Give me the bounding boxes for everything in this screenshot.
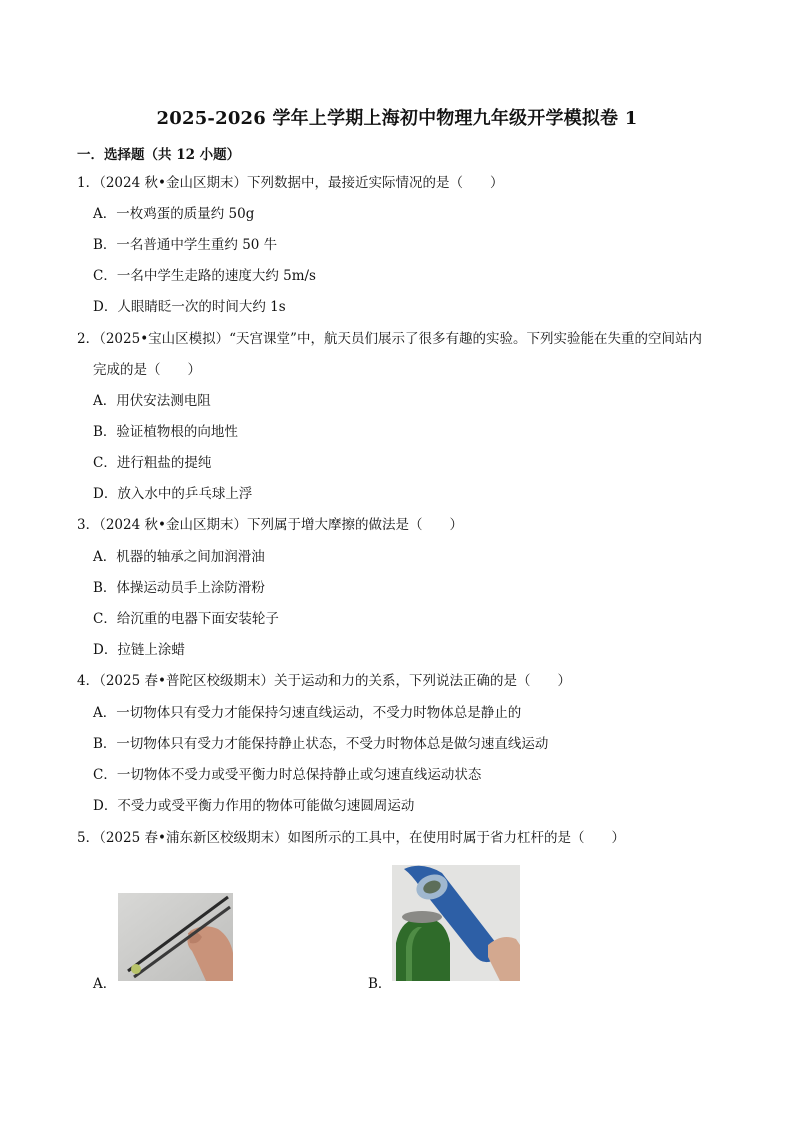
question-1-option-b: B．一名普通中学生重约 50 牛 (93, 237, 278, 253)
figure-b-label: B． (368, 976, 392, 992)
question-5-stem: 5．（2025 春•浦东新区校级期末）如图所示的工具中，在使用时属于省力杠杆的是（ ） (77, 830, 625, 846)
bottle-opener-photo-icon (392, 865, 520, 981)
chopsticks-photo-icon (118, 893, 233, 981)
page-title: 2025-2026 学年上学期上海初中物理九年级开学模拟卷 1 (156, 108, 638, 129)
question-1-stem: 1．（2024 秋•金山区期末）下列数据中，最接近实际情况的是（ ） (77, 175, 504, 191)
question-2-option-a: A．用伏安法测电阻 (93, 393, 211, 409)
question-1-option-a: A．一枚鸡蛋的质量约 50g (93, 206, 255, 222)
question-3-option-a: A．机器的轴承之间加润滑油 (93, 549, 265, 565)
question-2-option-b: B．验证植物根的向地性 (93, 424, 238, 440)
question-4-option-b: B．一切物体只有受力才能保持静止状态，不受力时物体总是做匀速直线运动 (93, 736, 549, 752)
question-3-stem: 3．（2024 秋•金山区期末）下列属于增大摩擦的做法是（ ） (77, 517, 463, 533)
question-4-option-a: A．一切物体只有受力才能保持匀速直线运动，不受力时物体总是静止的 (93, 705, 522, 721)
question-1-option-c: C．一名中学生走路的速度大约 5m/s (93, 268, 316, 284)
question-3-option-c: C．给沉重的电器下面安装轮子 (93, 611, 279, 627)
question-2-stem-continuation: 完成的是（ ） (93, 362, 201, 378)
question-4-stem: 4．（2025 春•普陀区校级期末）关于运动和力的关系，下列说法正确的是（ ） (77, 673, 571, 689)
section-title: 一．选择题（共 12 小题） (77, 147, 241, 163)
figure-a-label: A． (93, 976, 117, 992)
question-1-option-d: D．人眼睛眨一次的时间大约 1s (93, 299, 286, 315)
question-2-option-c: C．进行粗盐的提纯 (93, 455, 212, 471)
question-3-option-d: D．拉链上涂蜡 (93, 642, 185, 658)
question-2-stem: 2．（2025•宝山区模拟）“天宫课堂”中，航天员们展示了很多有趣的实验。下列实验能在失重的空间站内 (77, 331, 702, 347)
question-4-option-d: D．不受力或受平衡力作用的物体可能做匀速圆周运动 (93, 798, 415, 814)
question-4-option-c: C．一切物体不受力或受平衡力时总保持静止或匀速直线运动状态 (93, 767, 482, 783)
question-2-option-d: D．放入水中的乒乓球上浮 (93, 486, 253, 502)
question-3-option-b: B．体操运动员手上涂防滑粉 (93, 580, 265, 596)
